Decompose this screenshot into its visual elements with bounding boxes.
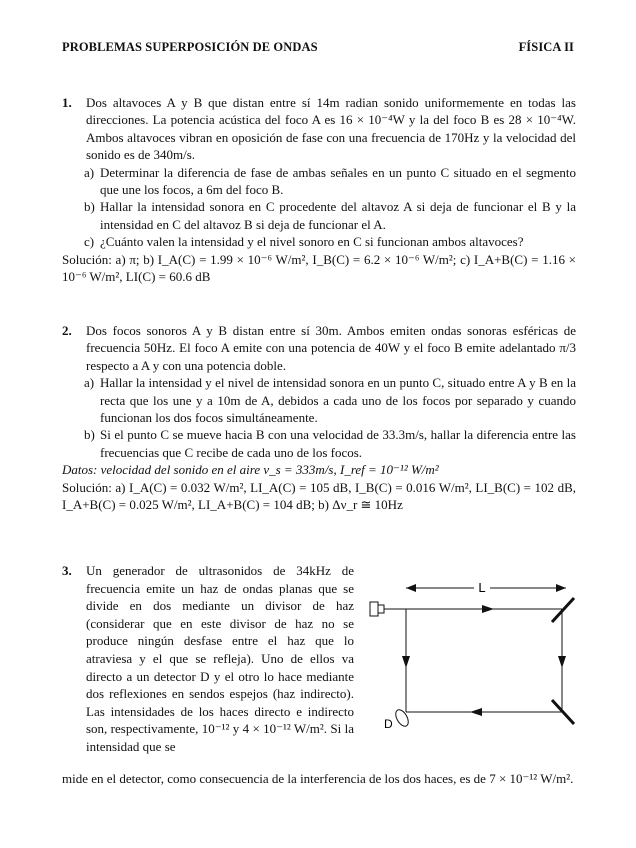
problem-1-number: 1. — [62, 95, 72, 110]
problem-2 — [62, 322, 576, 513]
problem-2-solution: Solución: a) I_A(C) = 0.032 W/m², LI_A(C) = 105 dB, I_B(C) = 0.016 W/m², LI_B(C) = 102 dB, I_A+B(C) = 0.025 W/m², LI_A+B(C) = 104 dB; b) Δν_r ≅ 10Hz — [62, 479, 576, 513]
mirror-top-right — [552, 598, 574, 622]
problem-1-item-c-letter: c) — [84, 234, 95, 250]
problem-1 — [62, 94, 576, 285]
generator-emitter — [370, 602, 378, 616]
beam-arrow-bottom — [470, 708, 482, 716]
problem-1-item-a: Determinar la diferencia de fase de ambas señales en un punto C situado en el segmento que une los focos, a 6m del foco B. — [100, 164, 576, 198]
problem-1-item-b: Hallar la intensidad sonora en C procedente del altavoz A si deja de funcionar el B y la intensidad en C del altavoz B si deja de funcionar el A. — [100, 199, 576, 232]
problem-1-statement: Dos altavoces A y B que distan entre sí 14m radian sonido uniformemente en todas las direcciones. La potencia acústica del foco A es 16 × 10⁻⁴W y la del foco B es 28 × 10⁻⁴W. Ambos altavoces vibran en oposición de fase con una frecuencia de 170Hz y la velocidad del sonido es de 340m/s. — [86, 95, 576, 163]
length-label: L — [478, 580, 486, 595]
interferometer-figure — [366, 570, 592, 742]
detector-label: D — [384, 717, 393, 731]
problem-3-continuation — [62, 770, 576, 787]
problem-2-item-b: Si el punto C se mueve hacia B con una velocidad de 33.3m/s, hallar la diferencia entre las frecuencias que C recibe de cada uno de los focos. — [100, 427, 576, 460]
beam-arrow-top — [482, 605, 494, 613]
beam-arrow-right — [558, 656, 566, 668]
problem-1-item-b-letter: b) — [84, 199, 95, 215]
generator-body — [378, 605, 384, 613]
length-arrow-left — [406, 584, 416, 592]
problem-1-item-a-letter: a) — [84, 164, 95, 180]
problem-2-data-note: Datos: velocidad del sonido en el aire v_s = 333m/s, I_ref = 10⁻¹² W/m² — [62, 462, 439, 478]
problem-1-solution: Solución: a) π; b) I_A(C) = 1.99 × 10⁻⁶ W/m², I_B(C) = 6.2 × 10⁻⁶ W/m²; c) I_A+B(C) = 1.16 × 10⁻⁶ W/m², LI(C) = 60.6 dB — [62, 251, 576, 285]
beam-arrow-direct — [402, 656, 410, 668]
problem-2-number: 2. — [62, 323, 72, 338]
detector-icon — [393, 708, 411, 729]
problem-3 — [62, 562, 354, 756]
problem-2-item-a: Hallar la intensidad y el nivel de intensidad sonora en un punto C, situado entre A y B en la recta que los une y a 10m de A, debidos a cada uno de los focos por separado y cuando funcionan los dos focos simultáneamente. — [100, 375, 576, 426]
problem-2-item-a-letter: a) — [84, 375, 95, 391]
problem-2-statement: Dos focos sonoros A y B distan entre sí 30m. Ambos emiten ondas sonoras esféricas de frecuencia 50Hz. El foco A emite con una potencia de 40W y el foco B emite adelantado π/3 respecto a A y con una potencia doble. — [86, 323, 576, 373]
problem-3-number: 3. — [62, 563, 72, 578]
problem-3-statement: Un generador de ultrasonidos de 34kHz de frecuencia emite un haz de ondas planas que se divide en dos mediante un divisor de haz (considerar que en este divisor de haz no se produce ningún desfase entre el haz que lo atraviesa y el que se refleja). Uno de ellos va directo a un detector D y el otro lo hace mediante dos reflexiones en sendos espejos (haz indirecto). Las intensidades de los haces directo e indirecto son, respectivamente, 10⁻¹² y 4 × 10⁻¹² W/m². Si la intensidad que se — [86, 563, 354, 754]
length-arrow-right — [556, 584, 566, 592]
problem-3-statement-cont: mide en el detector, como consecuencia de la interferencia de los dos haces, es de 7 × 10⁻¹² W/m². — [62, 771, 574, 786]
header-subject: FÍSICA II — [518, 40, 574, 54]
problem-2-item-b-letter: b) — [84, 427, 95, 443]
header-title: PROBLEMAS SUPERPOSICIÓN DE ONDAS — [62, 40, 318, 54]
problem-1-item-c: ¿Cuánto valen la intensidad y el nivel sonoro en C si funcionan ambos altavoces? — [100, 234, 524, 250]
